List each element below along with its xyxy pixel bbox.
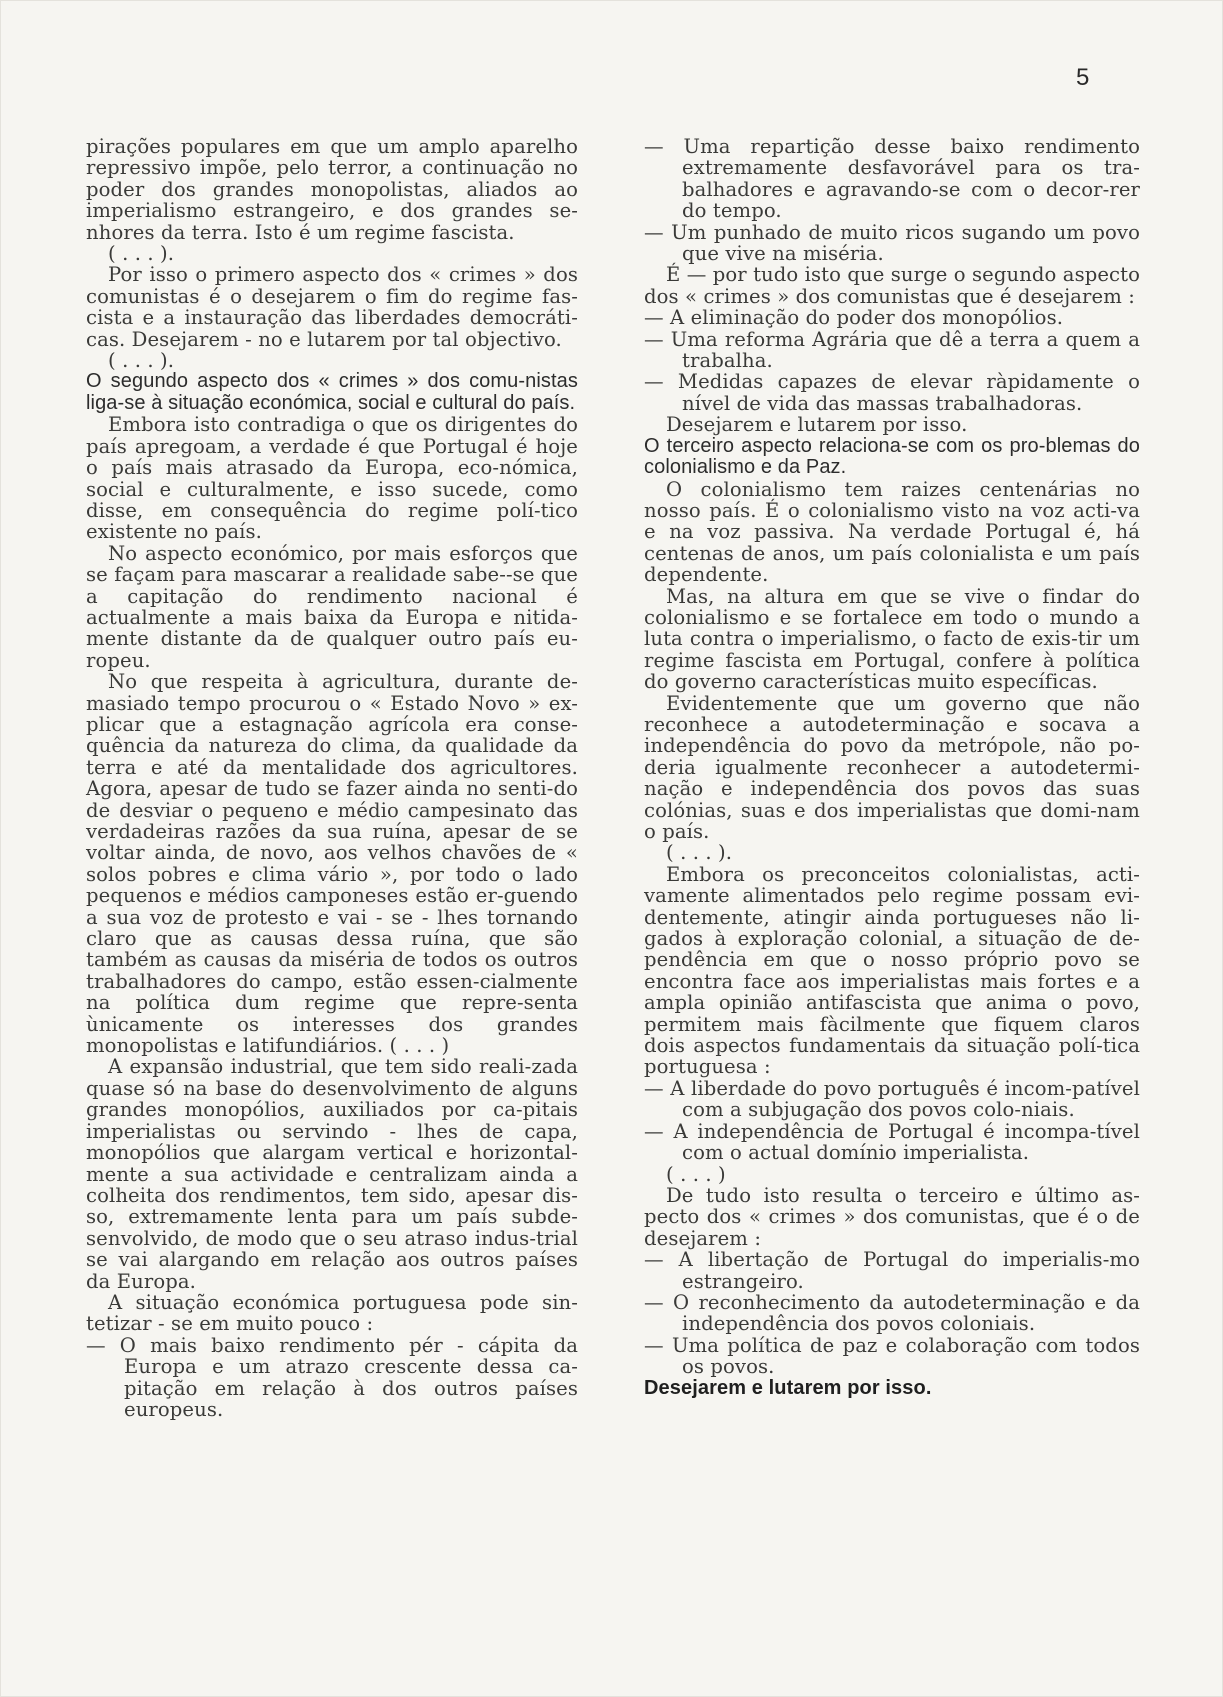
paragraph: — Medidas capazes de elevar ràpidamente o nível de vida das massas trabalhadoras. (644, 370, 1140, 415)
left-column (86, 136, 578, 1420)
paragraph: ( . . . ). (108, 349, 175, 373)
paragraph: Por isso o primero aspecto dos « crimes » dos comunistas é o desejarem o fim do regime fas-cista e a instauração das liberdades democráti-cas. Desejarem - no e lutarem por tal objectivo. (86, 263, 578, 351)
paragraph: Embora isto contradiga o que os dirigentes do país apregoam, a verdade é que Portugal é hoje o país mais atrasado da Europa, eco-nómica, social e culturalmente, e isso sucede, como disse, em consequência do regime polí-tico existente no país. (86, 413, 578, 544)
paragraph: Evidentemente que um governo que não reconhece a autodeterminação e socava a independência do povo da metrópole, não po-deria igualmente reconhecer a autodetermi-nação e independência dos povos das suas colónias, suas e dos imperialistas que domi-nam o país. (644, 691, 1140, 843)
paragraph: — A eliminação do poder dos monopólios. (644, 306, 1064, 330)
paragraph: — Um punhado de muito ricos sugando um povo que vive na miséria. (644, 220, 1140, 266)
paragraph: Embora os preconceitos colonialistas, acti-vamente alimentados pelo regime possam evi-dentemente, atingir ainda portugueses não li-gados à exploração colonial, a situação de de-pendência em que o nosso próprio povo se encontra face aos imperialistas mais fortes e a ampla opinião antifascista que anima o povo, permitem mais fàcilmente que fiquem claros dois aspectos fundamentais da situação polí-tica portuguesa : (644, 862, 1140, 1079)
paragraph: — Uma política de paz e colaboração com todos os povos. (644, 1333, 1140, 1379)
paragraph: Mas, na altura em que se vive o findar do colonialismo e se fortalece em todo o mundo a luta contra o imperialismo, o facto de exis-tir um regime fascista em Portugal, confere à política do governo características muito específicas. (644, 584, 1140, 694)
paragraph: ( . . . ). (666, 841, 733, 865)
paragraph: — A independência de Portugal é incompa-tível com o actual domínio imperialista. (644, 1119, 1140, 1165)
paragraph: No que respeita à agricultura, durante de-masiado tempo procurou o « Estado Novo » ex-plicar que a estagnação agrícola era conse-quência da natureza do clima, da qualidade da terra e até da mentalidade dos agricultores. Agora, apesar de tudo se fazer ainda no senti-do de desviar o pequeno e médio campesinato das verdadeiras razões da sua ruína, apesar de se voltar ainda, de novo, aos velhos chavões de « solos pobres e clima vário », por todo o lado pequenos e médios camponeses estão er-guendo a sua voz de protesto e vai - se - lhes tornando claro que as causas dessa ruína, que são também as causas da miséria de todos os outros trabalhadores do campo, estão essen-cialmente na política dum regime que repre-senta ùnicamente os interesses dos grandes monopolistas e latifundiários. ( . . . ) (86, 670, 578, 1058)
paragraph: O terceiro aspecto relaciona-se com os pro-blemas do colonialismo e da Paz. (644, 434, 1140, 479)
paragraph: O segundo aspecto dos « crimes » dos comu-nistas liga-se à situação económica, social e cultural do país. (86, 370, 578, 414)
paragraph: — O mais baixo rendimento pér - cápita da Europa e um atrazo crescente dessa ca-pitação em relação à dos outros países europeus. (86, 1333, 578, 1421)
paragraph: No aspecto económico, por mais esforços que se façam para mascarar a realidade sabe--se que a capitação do rendimento nacional é actualmente a mais baixa da Europa e nitida-mente distante da de qualquer outro país eu-ropeu. (86, 541, 578, 672)
paragraph: ( . . . ) (666, 1162, 726, 1186)
paragraph: — A liberdade do povo português é incom-patível com a subjugação dos povos colo-niais. (644, 1076, 1140, 1122)
paragraph: Desejarem e lutarem por isso. (644, 1376, 932, 1399)
right-column (644, 136, 1140, 1399)
paragraph: A situação económica portuguesa pode sin-tetizar - se em muito pouco : (86, 1290, 578, 1336)
paragraph: O colonialismo tem raizes centenárias no nosso país. É o colonialismo visto na voz acti-va e na voz passiva. Na verdade Portugal é, há centenas de anos, um país colonialista e um país dependente. (644, 477, 1140, 587)
paragraph: ( . . . ). (108, 242, 175, 266)
paragraph: — Uma reforma Agrária que dê a terra a quem a trabalha. (644, 327, 1140, 373)
paragraph: — O reconhecimento da autodeterminação e da independência dos povos coloniais. (644, 1290, 1140, 1336)
paragraph: Desejarem e lutarem por isso. (666, 413, 968, 437)
paragraph: — Uma repartição desse baixo rendimento extremamente desfavorável para os tra-balhadores e agravando-se com o decor-rer do tempo. (644, 135, 1140, 223)
paragraph: — A libertação de Portugal do imperialis-mo estrangeiro. (644, 1248, 1140, 1293)
paragraph: É — por tudo isto que surge o segundo aspecto dos « crimes » dos comunistas que é desejarem : (644, 263, 1141, 308)
paragraph: De tudo isto resulta o terceiro e último as-pecto dos « crimes » dos comunistas, que é o de desejarem : (644, 1183, 1140, 1250)
page-number: 5 (1076, 64, 1090, 91)
paragraph: pirações populares em que um amplo aparelho repressivo impõe, pelo terror, a continuação no poder dos grandes monopolistas, aliados ao imperialismo estrangeiro, e dos grandes se-nhores da terra. Isto é um regime fascista. (86, 135, 578, 244)
paragraph: A expansão industrial, que tem sido reali-zada quase só na base do desenvolvimento de alguns grandes monopólios, auxiliados por ca-pitais imperialistas ou servindo - lhes de capa, monopólios que alargam vertical e horizontal-mente a sua actividade e centralizam ainda a colheita dos rendimentos, tem sido, apesar dis-so, extremamente lenta para um país subde-senvolvido, de modo que o seu atraso indus-trial se vai alargando em relação aos outros países da Europa. (86, 1055, 578, 1293)
